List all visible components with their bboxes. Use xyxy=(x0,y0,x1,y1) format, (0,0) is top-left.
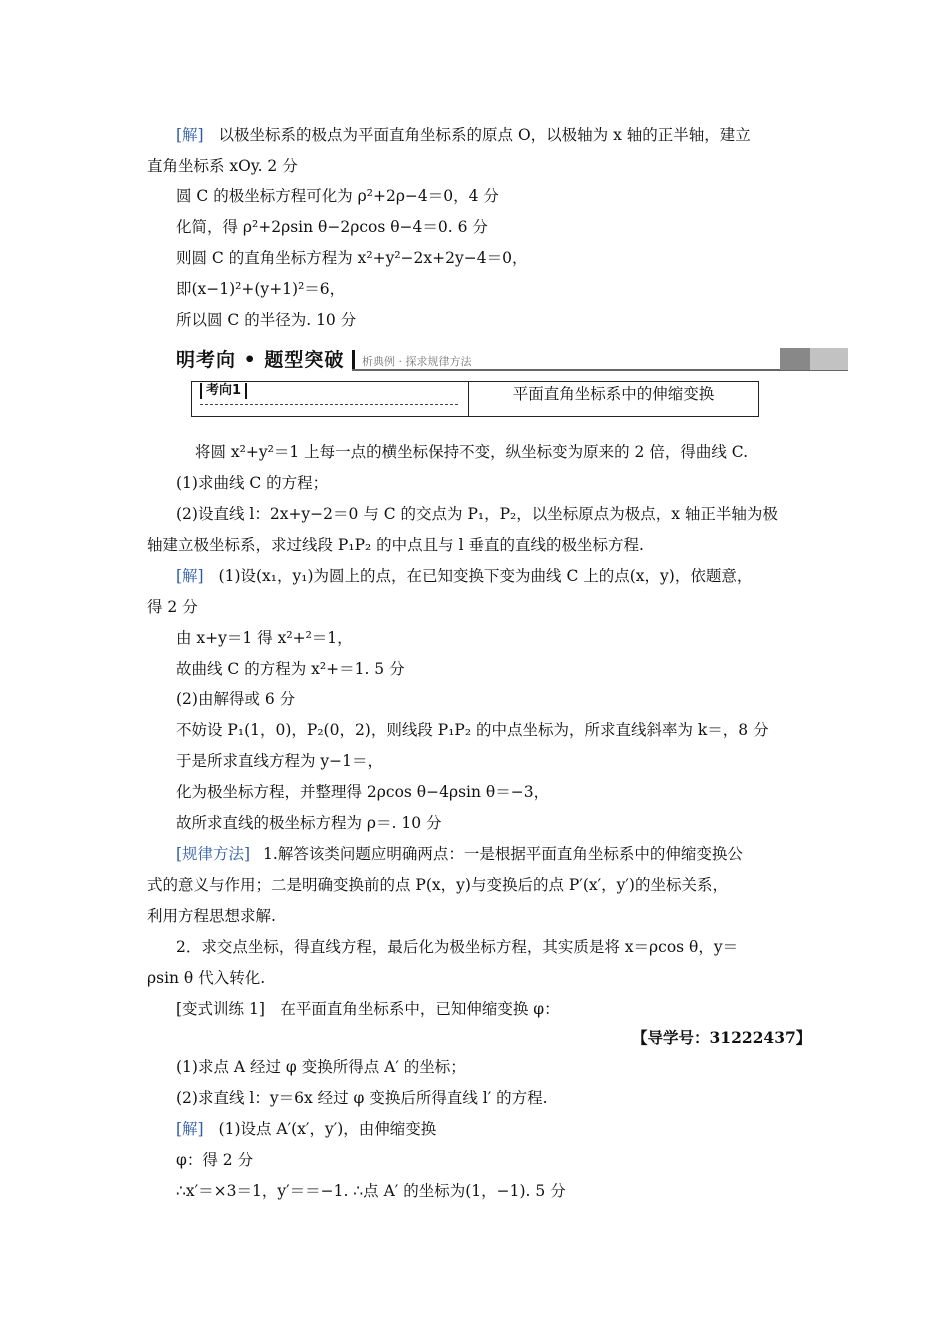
method-line: ρsin θ 代入转化. xyxy=(147,969,266,987)
solution-line: 即(x−1)²+(y+1)²＝6， xyxy=(176,280,346,298)
method-text: 1.解答该类问题应明确两点：一是根据平面直角坐标系中的伸缩变换公 xyxy=(263,845,743,863)
solution-text: 以极坐标系的极点为平面直角坐标系的原点 O，以极轴为 x 轴的正半轴，建立 xyxy=(218,126,751,144)
banner-title: 明考向 • 题型突破 xyxy=(176,349,345,371)
solution-line: (2)由解得或 6 分 xyxy=(176,690,296,708)
banner-divider xyxy=(352,350,355,369)
method-tag: [规律方法] xyxy=(176,845,251,863)
solution-line: 所以圆 C 的半径为. 10 分 xyxy=(176,311,357,329)
banner-rule xyxy=(352,369,848,371)
solution-line xyxy=(176,125,751,145)
solution-tag: [解] xyxy=(176,567,204,585)
solution-line: 化简，得 ρ²+2ρsin θ−2ρcos θ−4＝0. 6 分 xyxy=(176,218,488,236)
solution-line xyxy=(176,566,752,586)
solution-tag: [解] xyxy=(176,126,204,144)
banner-block-light xyxy=(810,348,848,370)
problem-question: 轴建立极坐标系，求过线段 P₁P₂ 的中点且与 l 垂直的直线的极坐标方程. xyxy=(147,536,644,554)
problem-question: (1)求曲线 C 的方程； xyxy=(176,474,329,492)
banner-subtitle: 析典例 · 探求规律方法 xyxy=(362,353,476,369)
solution-line: 则圆 C 的直角坐标方程为 x²+y²−2x+2y−4＝0， xyxy=(176,249,528,267)
method-line xyxy=(176,844,743,864)
solution-text: (1)设(x₁，y₁)为圆上的点，在已知变换下变为曲线 C 上的点(x，y)，依题意， xyxy=(218,567,753,585)
solution-line: 故曲线 C 的方程为 x²+＝1. 5 分 xyxy=(176,660,405,678)
variant-solution-line: ∴x′＝×3＝1，y′＝＝−1. ∴点 A′ 的坐标为(1，−1). 5 分 xyxy=(176,1182,566,1200)
solution-tag: [解] xyxy=(176,1120,204,1138)
method-line: 2．求交点坐标，得直线方程，最后化为极坐标方程，其实质是将 x＝ρcos θ，y＝ xyxy=(176,938,739,956)
reference-number: 【导学号：31222437】 xyxy=(632,1028,812,1047)
problem-question: (2)设直线 l：2x+y−2＝0 与 C 的交点为 P₁，P₂，以坐标原点为极点，x 轴正半轴为极 xyxy=(176,505,778,523)
solution-line: 圆 C 的极坐标方程可化为 ρ²+2ρ−4＝0，4 分 xyxy=(176,187,499,205)
variant-solution-line xyxy=(176,1119,436,1139)
solution-text: (1)设点 A′(x′，y′)，由伸缩变换 xyxy=(218,1120,437,1138)
problem-stem: 将圆 x²+y²＝1 上每一点的横坐标保持不变，纵坐标变为原来的 2 倍，得曲线 C. xyxy=(195,443,749,461)
topic-title: 平面直角坐标系中的伸缩变换 xyxy=(512,385,715,403)
variant-question: (1)求点 A 经过 φ 变换所得点 A′ 的坐标； xyxy=(176,1058,466,1076)
banner-block-dark xyxy=(780,348,810,370)
variant-line: [变式训练 1] 在平面直角坐标系中，已知伸缩变换 φ： xyxy=(176,1000,560,1018)
variant-solution-line: φ：得 2 分 xyxy=(176,1151,254,1169)
method-line: 利用方程思想求解. xyxy=(147,907,276,925)
solution-line: 由 x+y＝1 得 x²+²＝1， xyxy=(176,629,353,647)
solution-line: 直角坐标系 xOy. 2 分 xyxy=(147,157,298,175)
section-banner xyxy=(176,348,848,372)
variant-question: (2)求直线 l：y＝6x 经过 φ 变换后所得直线 l′ 的方程. xyxy=(176,1089,548,1107)
topic-dashed-line xyxy=(200,404,458,405)
solution-line: 故所求直线的极坐标方程为 ρ＝. 10 分 xyxy=(176,814,442,832)
solution-line: 化为极坐标方程，并整理得 2ρcos θ−4ρsin θ＝−3， xyxy=(176,783,550,801)
topic-label: 考向1 xyxy=(200,383,247,399)
solution-line: 于是所求直线方程为 y−1＝， xyxy=(176,752,384,770)
method-line: 式的意义与作用；二是明确变换前的点 P(x，y)与变换后的点 P′(x′，y′)的坐标关系， xyxy=(147,876,728,894)
solution-line: 得 2 分 xyxy=(147,598,198,616)
solution-line: 不妨设 P₁(1，0)，P₂(0，2)，则线段 P₁P₂ 的中点坐标为，所求直线斜率为 k＝，8 分 xyxy=(176,721,769,739)
topic-box xyxy=(191,381,759,417)
